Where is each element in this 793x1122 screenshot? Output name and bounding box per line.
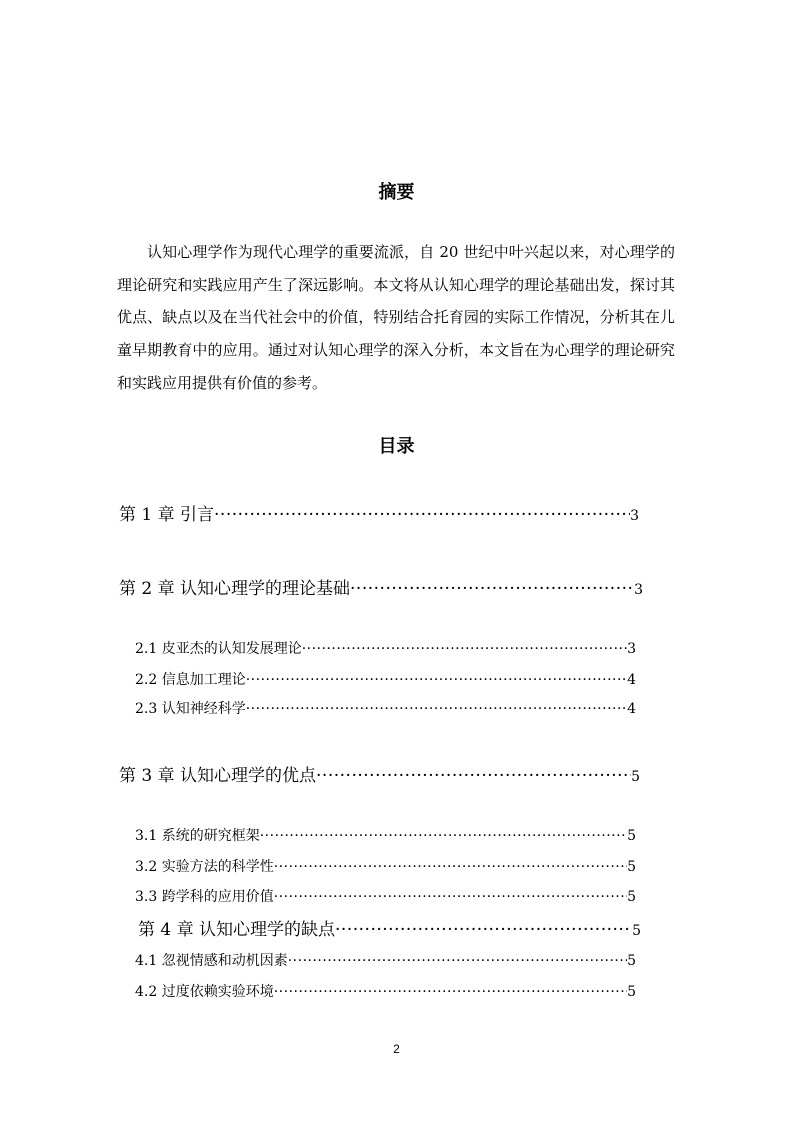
toc-entry-section-4-2[interactable] xyxy=(135,981,636,1001)
toc-entry-section-2-3[interactable] xyxy=(135,698,636,718)
toc-entry-page: 5 xyxy=(627,828,636,844)
toc-entry-page: 5 xyxy=(627,889,636,905)
toc-entry-page: 4 xyxy=(627,701,636,717)
toc-entry-page: 3 xyxy=(630,508,639,524)
toc-leader-dots xyxy=(274,889,627,905)
toc-leader-dots xyxy=(316,766,631,786)
toc-entry-page: 3 xyxy=(627,641,636,657)
toc-leader-dots xyxy=(260,828,627,844)
toc-entry-label: 第 3 章 认知心理学的优点 xyxy=(119,766,317,786)
toc-leader-dots xyxy=(214,505,630,525)
toc-leader-dots xyxy=(246,672,627,688)
toc-leader-dots xyxy=(246,701,627,717)
toc-leader-dots xyxy=(274,984,627,1000)
toc-entry-section-3-2[interactable] xyxy=(135,856,636,876)
toc-entry-label: 2.3 认知神经科学 xyxy=(135,701,246,717)
toc-entry-section-4-1[interactable] xyxy=(135,950,636,970)
toc-entry-page: 3 xyxy=(634,582,643,598)
toc-title: 目录 xyxy=(378,436,415,457)
toc-entry-page: 5 xyxy=(632,923,641,939)
toc-entry-section-3-1[interactable] xyxy=(135,825,636,845)
toc-leader-dots xyxy=(350,579,634,599)
toc-entry-label: 第 4 章 认知心理学的缺点 xyxy=(138,920,336,940)
toc-entry-section-2-2[interactable] xyxy=(135,669,636,689)
toc-entry-page: 5 xyxy=(627,859,636,875)
toc-entry-label: 2.1 皮亚杰的认知发展理论 xyxy=(135,641,302,657)
toc-entry-label: 4.2 过度依赖实验环境 xyxy=(135,984,274,1000)
toc-entry-label: 3.1 系统的研究框架 xyxy=(135,828,260,844)
toc-entry-chapter-2[interactable] xyxy=(119,574,643,599)
toc-leader-dots xyxy=(302,641,627,657)
toc-entry-page: 4 xyxy=(627,672,636,688)
toc-entry-label: 2.2 信息加工理论 xyxy=(135,672,246,688)
toc-leader-dots xyxy=(274,859,627,875)
toc-entry-page: 5 xyxy=(627,953,636,969)
abstract-body: 认知心理学作为现代心理学的重要流派，自 20 世纪中叶兴起以来，对心理学的理论研究和实践应用产生了深远影响。本文将从认知心理学的理论基础出发，探讨其优点、缺点以及在当代社会中的价值，特别结合托育园的实际工作情况，分析其在儿童早期教育中的应用。通过对认知心理学的深入分析，本文旨在为心理学的理论研究和实践应用提供有价值的参考。 xyxy=(117,243,675,392)
toc-entry-chapter-1[interactable] xyxy=(119,500,639,525)
toc-entry-label: 3.2 实验方法的科学性 xyxy=(135,859,274,875)
toc-entry-chapter-3[interactable] xyxy=(119,761,640,786)
toc-entry-label: 3.3 跨学科的应用价值 xyxy=(135,889,274,905)
page-number: 2 xyxy=(393,1042,400,1056)
toc-leader-dots xyxy=(335,920,632,940)
toc-entry-label: 4.1 忽视情感和动机因素 xyxy=(135,953,288,969)
toc-entry-chapter-4[interactable] xyxy=(138,915,641,940)
toc-entry-section-2-1[interactable] xyxy=(135,638,636,658)
toc-entry-page: 5 xyxy=(627,984,636,1000)
toc-entry-label: 第 2 章 认知心理学的理论基础 xyxy=(119,579,351,599)
toc-entry-section-3-3[interactable] xyxy=(135,886,636,906)
abstract-title: 摘要 xyxy=(378,182,415,203)
toc-leader-dots xyxy=(288,953,627,969)
toc-entry-label: 第 1 章 引言 xyxy=(119,505,215,525)
toc-entry-page: 5 xyxy=(631,769,640,785)
